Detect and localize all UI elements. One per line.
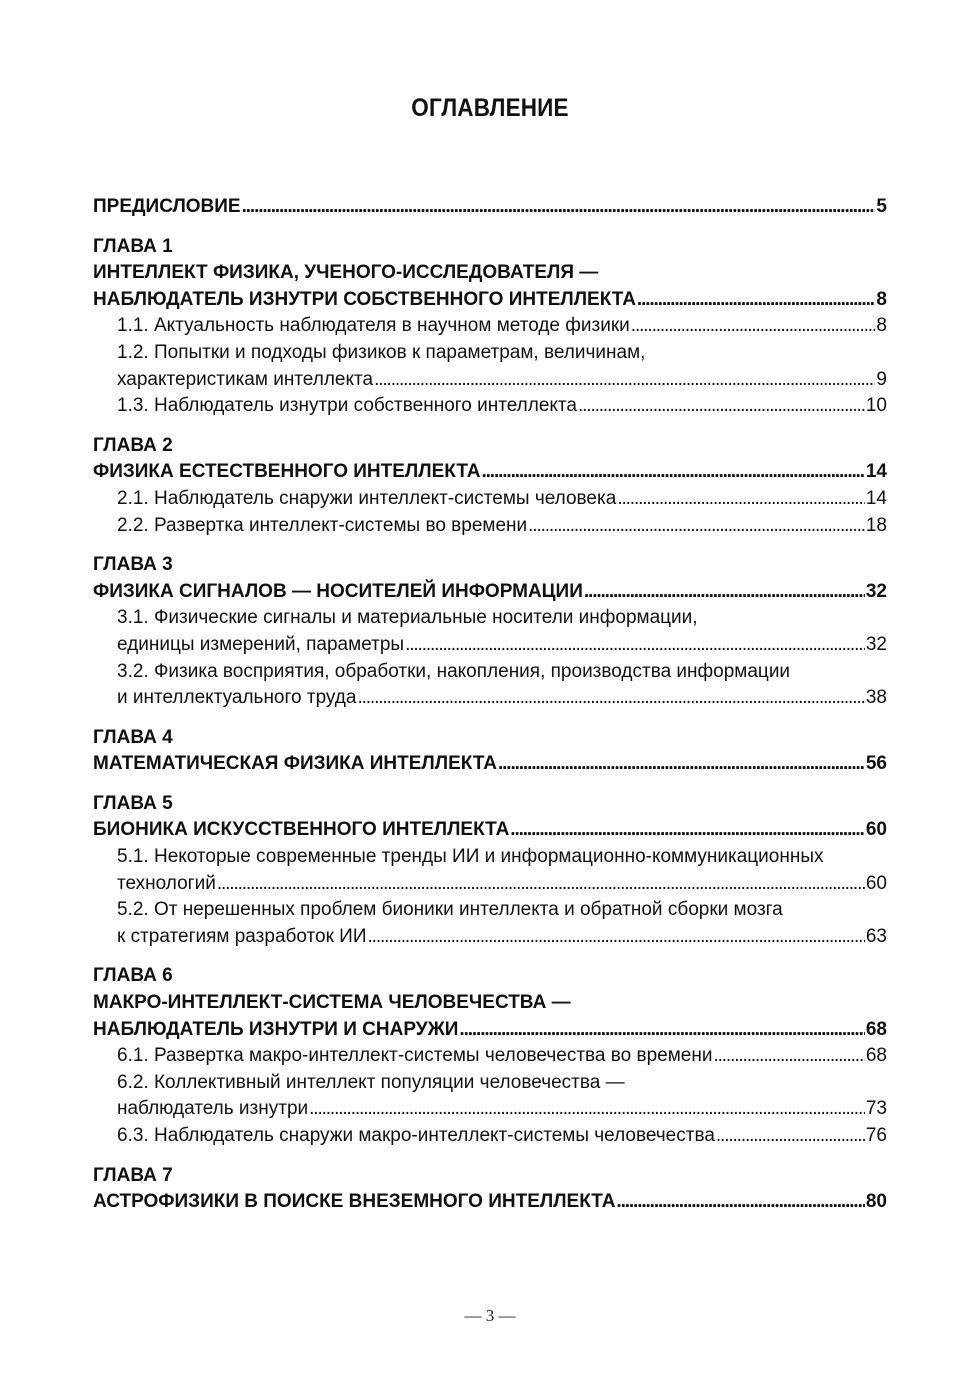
toc-entry-chapter-5[interactable] bbox=[93, 817, 887, 844]
toc-section-preface bbox=[93, 194, 887, 221]
toc-entry-chapter-1[interactable] bbox=[93, 287, 887, 314]
toc-entry-page: 32 bbox=[865, 580, 887, 602]
dot-leader bbox=[481, 459, 864, 486]
toc-entry-label: технологий bbox=[117, 872, 216, 894]
toc-entry-page: 56 bbox=[865, 753, 887, 775]
toc-entry-page: 8 bbox=[876, 315, 887, 337]
toc-section-chapter-3 bbox=[93, 552, 887, 712]
dot-leader bbox=[498, 751, 865, 778]
toc-entry-label: 1.3. Наблюдатель изнутри собственного интеллекта bbox=[117, 395, 577, 417]
toc-section-chapter-4 bbox=[93, 725, 887, 778]
toc-entry-label: единицы измерений, параметры bbox=[117, 633, 405, 655]
toc-entry-page: 38 bbox=[865, 687, 887, 709]
chapter-number: ГЛАВА 4 bbox=[93, 726, 173, 748]
page-number-footer: — 3 — bbox=[464, 1306, 516, 1325]
chapter-title-line: МАКРО-ИНТЕЛЛЕКТ-СИСТЕМА ЧЕЛОВЕЧЕСТВА — bbox=[93, 992, 571, 1014]
chapter-number: ГЛАВА 1 bbox=[93, 235, 173, 257]
toc-section-chapter-1 bbox=[93, 234, 887, 420]
toc-section-chapter-7 bbox=[93, 1163, 887, 1216]
toc-entry-label: ФИЗИКА СИГНАЛОВ — НОСИТЕЛЕЙ ИНФОРМАЦИИ bbox=[93, 580, 583, 602]
toc-entry-label: МАТЕМАТИЧЕСКАЯ ФИЗИКА ИНТЕЛЛЕКТА bbox=[93, 753, 497, 775]
toc-entry-chapter-3[interactable] bbox=[93, 579, 887, 606]
toc-entry-label: и интеллектуального труда bbox=[117, 687, 357, 709]
toc-entry-1-2[interactable] bbox=[93, 367, 887, 394]
toc-entry-label: 2.2. Развертка интеллект-системы во времени bbox=[117, 514, 528, 536]
toc-entry-page: 10 bbox=[865, 395, 887, 417]
dot-leader bbox=[510, 817, 865, 844]
toc-entry-page: 63 bbox=[865, 925, 887, 947]
toc-entry-page: 73 bbox=[865, 1098, 887, 1120]
dot-leader bbox=[631, 313, 876, 340]
table-of-contents bbox=[93, 194, 887, 1229]
toc-entry-label: ПРЕДИСЛОВИЕ bbox=[93, 196, 241, 217]
toc-entry-1-2-line: 1.2. Попытки и подходы физиков к параметрам, величинам, bbox=[117, 341, 646, 363]
toc-entry-page: 76 bbox=[865, 1125, 887, 1146]
toc-entry-label: 1.1. Актуальность наблюдателя в научном методе физики bbox=[117, 315, 630, 337]
toc-entry-chapter-4[interactable] bbox=[93, 751, 887, 778]
toc-entry-chapter-7[interactable] bbox=[93, 1189, 887, 1216]
toc-entry-5-1-line: 5.1. Некоторые современные тренды ИИ и информационно-коммуникационных bbox=[117, 846, 824, 868]
dot-leader bbox=[637, 287, 876, 314]
toc-entry-page: 60 bbox=[865, 819, 887, 841]
dot-leader bbox=[405, 632, 865, 659]
toc-entry-page: 18 bbox=[865, 514, 887, 536]
toc-entry-3-1-line: 3.1. Физические сигналы и материальные носители информации, bbox=[117, 607, 698, 629]
toc-entry-5-2[interactable] bbox=[93, 924, 887, 951]
toc-entry-3-2-line: 3.2. Физика восприятия, обработки, накопления, производства информации bbox=[117, 660, 791, 682]
dot-leader bbox=[309, 1096, 865, 1123]
toc-entry-page: 5 bbox=[876, 196, 887, 217]
toc-entry-3-1[interactable] bbox=[93, 632, 887, 659]
dot-leader bbox=[713, 1043, 864, 1070]
dot-leader bbox=[616, 1189, 864, 1216]
toc-entry-label: ФИЗИКА ЕСТЕСТВЕННОГО ИНТЕЛЛЕКТА bbox=[93, 461, 481, 483]
dot-leader bbox=[528, 513, 865, 540]
toc-entry-3-2[interactable] bbox=[93, 685, 887, 712]
toc-entry-2-1[interactable] bbox=[93, 486, 887, 513]
toc-entry-page: 60 bbox=[865, 872, 887, 894]
toc-entry-label: характеристикам интеллекта bbox=[117, 368, 374, 390]
dot-leader bbox=[357, 685, 864, 712]
toc-entry-chapter-6[interactable] bbox=[93, 1017, 887, 1044]
toc-entry-chapter-2[interactable] bbox=[93, 459, 887, 486]
toc-entry-label: наблюдатель изнутри bbox=[117, 1098, 309, 1120]
toc-entry-page: 14 bbox=[865, 461, 887, 483]
toc-entry-6-1[interactable] bbox=[93, 1043, 887, 1070]
toc-entry-label: НАБЛЮДАТЕЛЬ ИЗНУТРИ И СНАРУЖИ bbox=[93, 1018, 459, 1040]
toc-entry-page: 80 bbox=[865, 1191, 887, 1213]
dot-leader bbox=[217, 871, 865, 898]
toc-entry-1-1[interactable] bbox=[93, 313, 887, 340]
toc-entry-6-2-line: 6.2. Коллективный интеллект популяции человечества — bbox=[117, 1071, 625, 1093]
chapter-title-line: ИНТЕЛЛЕКТ ФИЗИКА, УЧЕНОГО-ИССЛЕДОВАТЕЛЯ — bbox=[93, 262, 599, 284]
toc-entry-page: 68 bbox=[865, 1018, 887, 1040]
toc-entry-page: 32 bbox=[865, 633, 887, 655]
toc-entry-page: 8 bbox=[876, 288, 887, 310]
page-title: ОГЛАВЛЕНИЕ bbox=[411, 94, 569, 122]
chapter-number: ГЛАВА 7 bbox=[93, 1164, 173, 1186]
toc-entry-page: 68 bbox=[865, 1045, 887, 1067]
toc-entry-1-3[interactable] bbox=[93, 393, 887, 420]
chapter-number: ГЛАВА 3 bbox=[93, 554, 173, 576]
dot-leader bbox=[242, 194, 876, 221]
toc-entry-2-2[interactable] bbox=[93, 513, 887, 540]
dot-leader bbox=[584, 579, 865, 606]
dot-leader bbox=[617, 486, 865, 513]
dot-leader bbox=[374, 367, 875, 394]
toc-entry-5-1[interactable] bbox=[93, 871, 887, 898]
dot-leader bbox=[459, 1017, 864, 1044]
dot-leader bbox=[578, 393, 865, 420]
toc-entry-6-3[interactable] bbox=[93, 1123, 887, 1150]
toc-entry-label: БИОНИКА ИСКУССТВЕННОГО ИНТЕЛЛЕКТА bbox=[93, 819, 510, 841]
toc-entry-label: АСТРОФИЗИКИ В ПОИСКЕ ВНЕЗЕМНОГО ИНТЕЛЛЕКТА bbox=[93, 1191, 616, 1213]
toc-entry-label: 2.1. Наблюдатель снаружи интеллект-системы человека bbox=[117, 487, 617, 509]
toc-section-chapter-6 bbox=[93, 963, 887, 1149]
toc-entry-label: НАБЛЮДАТЕЛЬ ИЗНУТРИ СОБСТВЕННОГО ИНТЕЛЛЕКТА bbox=[93, 288, 636, 310]
toc-entry-5-2-line: 5.2. От нерешенных проблем бионики интеллекта и обратной сборки мозга bbox=[117, 899, 783, 921]
toc-entry-label: 6.3. Наблюдатель снаружи макро-интеллект-системы человечества bbox=[117, 1125, 715, 1146]
toc-entry-page: 14 bbox=[865, 487, 887, 509]
toc-section-chapter-2 bbox=[93, 433, 887, 539]
toc-entry-label: к стратегиям разработок ИИ bbox=[117, 925, 367, 947]
toc-entry-preface[interactable] bbox=[93, 194, 887, 221]
chapter-number: ГЛАВА 5 bbox=[93, 792, 173, 814]
chapter-number: ГЛАВА 2 bbox=[93, 434, 173, 456]
toc-section-chapter-5 bbox=[93, 791, 887, 951]
dot-leader bbox=[716, 1123, 865, 1150]
toc-entry-6-2[interactable] bbox=[93, 1096, 887, 1123]
dot-leader bbox=[368, 924, 865, 951]
chapter-number: ГЛАВА 6 bbox=[93, 965, 173, 987]
toc-entry-label: 6.1. Развертка макро-интеллект-системы человечества во времени bbox=[117, 1045, 713, 1067]
toc-entry-page: 9 bbox=[876, 368, 887, 390]
